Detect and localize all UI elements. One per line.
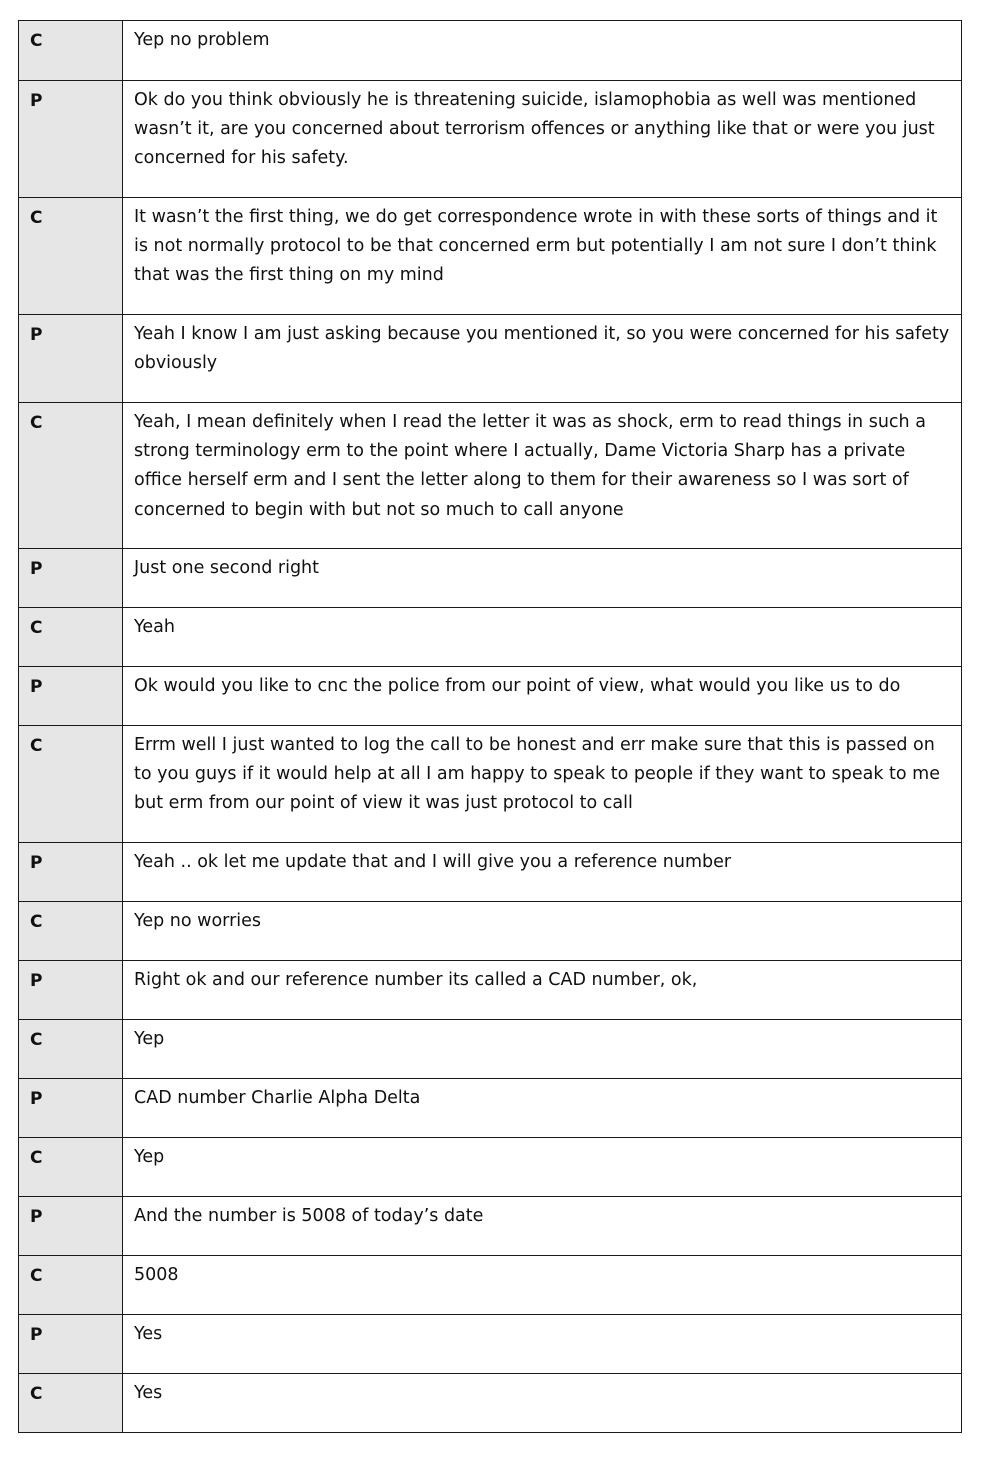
speaker-cell: P bbox=[19, 81, 123, 198]
utterance-cell: Just one second right bbox=[123, 549, 962, 608]
speaker-cell: C bbox=[19, 1020, 123, 1079]
speaker-cell: C bbox=[19, 902, 123, 961]
utterance-cell: And the number is 5008 of today’s date bbox=[123, 1197, 962, 1256]
speaker-cell: C bbox=[19, 1256, 123, 1315]
transcript-row bbox=[19, 549, 962, 608]
transcript-row bbox=[19, 1197, 962, 1256]
utterance-cell: Errm well I just wanted to log the call to be honest and err make sure that this is passed on to you guys if it would help at all I am happy to speak to people if they want to speak to me but erm from our point of view it was just protocol to call bbox=[123, 726, 962, 843]
transcript-row bbox=[19, 1138, 962, 1197]
utterance-cell: Yeah .. ok let me update that and I will give you a reference number bbox=[123, 843, 962, 902]
transcript-row bbox=[19, 21, 962, 81]
transcript-row bbox=[19, 1256, 962, 1315]
transcript-row bbox=[19, 961, 962, 1020]
utterance-cell: Yep no worries bbox=[123, 902, 962, 961]
speaker-cell: P bbox=[19, 1079, 123, 1138]
speaker-cell: C bbox=[19, 608, 123, 667]
transcript-row bbox=[19, 1374, 962, 1433]
speaker-cell: P bbox=[19, 843, 123, 902]
utterance-cell: It wasn’t the first thing, we do get correspondence wrote in with these sorts of things and it is not normally protocol to be that concerned erm but potentially I am not sure I don’t think that was the first thing on my mind bbox=[123, 198, 962, 315]
utterance-cell: Ok would you like to cnc the police from our point of view, what would you like us to do bbox=[123, 667, 962, 726]
utterance-cell: Yep bbox=[123, 1138, 962, 1197]
transcript-row bbox=[19, 81, 962, 198]
utterance-cell: Ok do you think obviously he is threatening suicide, islamophobia as well was mentioned wasn’t it, are you concerned about terrorism offences or anything like that or were you just concerned for his safety. bbox=[123, 81, 962, 198]
utterance-cell: Yeah, I mean definitely when I read the letter it was as shock, erm to read things in such a strong terminology erm to the point where I actually, Dame Victoria Sharp has a private office herself erm and I sent the letter along to them for their awareness so I was sort of concerned to begin with but not so much to call anyone bbox=[123, 403, 962, 549]
transcript-row bbox=[19, 843, 962, 902]
speaker-cell: P bbox=[19, 1197, 123, 1256]
speaker-cell: P bbox=[19, 315, 123, 403]
transcript-row bbox=[19, 1315, 962, 1374]
speaker-cell: C bbox=[19, 1138, 123, 1197]
transcript-row bbox=[19, 315, 962, 403]
transcript-row bbox=[19, 403, 962, 549]
transcript-row bbox=[19, 608, 962, 667]
utterance-cell: CAD number Charlie Alpha Delta bbox=[123, 1079, 962, 1138]
utterance-cell: Right ok and our reference number its called a CAD number, ok, bbox=[123, 961, 962, 1020]
transcript-row bbox=[19, 726, 962, 843]
utterance-cell: Yes bbox=[123, 1315, 962, 1374]
transcript-row bbox=[19, 667, 962, 726]
transcript-row bbox=[19, 198, 962, 315]
utterance-cell: 5008 bbox=[123, 1256, 962, 1315]
transcript-table bbox=[18, 20, 962, 1433]
utterance-cell: Yes bbox=[123, 1374, 962, 1433]
speaker-cell: P bbox=[19, 549, 123, 608]
speaker-cell: C bbox=[19, 403, 123, 549]
transcript-row bbox=[19, 902, 962, 961]
speaker-cell: P bbox=[19, 667, 123, 726]
speaker-cell: P bbox=[19, 961, 123, 1020]
transcript-row bbox=[19, 1020, 962, 1079]
speaker-cell: C bbox=[19, 1374, 123, 1433]
utterance-cell: Yep no problem bbox=[123, 21, 962, 81]
utterance-cell: Yep bbox=[123, 1020, 962, 1079]
speaker-cell: C bbox=[19, 726, 123, 843]
transcript-row bbox=[19, 1079, 962, 1138]
utterance-cell: Yeah bbox=[123, 608, 962, 667]
transcript-body bbox=[19, 21, 962, 1433]
utterance-cell: Yeah I know I am just asking because you mentioned it, so you were concerned for his safety obviously bbox=[123, 315, 962, 403]
speaker-cell: P bbox=[19, 1315, 123, 1374]
speaker-cell: C bbox=[19, 21, 123, 81]
speaker-cell: C bbox=[19, 198, 123, 315]
